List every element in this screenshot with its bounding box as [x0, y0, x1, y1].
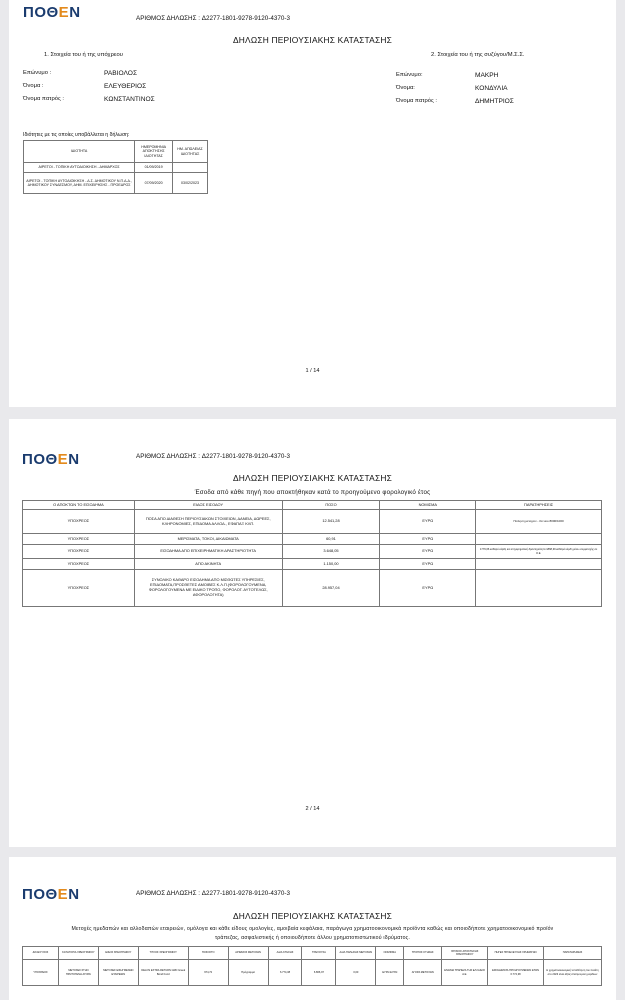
table-cell: ΜΕΤΟΧΕΣ ΕΙΣΗΓΜΕΝΩΝ ΕΤΑΙΡΕΙΩΝ	[98, 960, 138, 986]
document-page-2	[9, 419, 616, 847]
table-cell: 1.150,00	[282, 559, 380, 570]
page-title: ΔΗΛΩΣΗ ΠΕΡΙΟΥΣΙΑΚΗΣ ΚΑΤΑΣΤΑΣΗΣ	[233, 473, 392, 483]
table-cell: Η χρηματοοικονομική τοποθέτηση του πελάτη στο 2023 είναι αξίας αποτιμώμενη μεριδίων	[544, 960, 602, 986]
surname-value: ΡΑΒΙΟΛΟΣ	[104, 70, 138, 77]
capacities-table	[23, 140, 208, 194]
page-title: ΔΗΛΩΣΗ ΠΕΡΙΟΥΣΙΑΚΗΣ ΚΑΤΑΣΤΑΣΗΣ	[233, 35, 392, 45]
table-cell	[476, 559, 602, 570]
spouse-name-value: ΚΟΝΔΥΛΙΑ	[475, 85, 508, 92]
table-header-cell: ΠΟΣΟ	[282, 501, 380, 510]
table-header-cell: ΔΙΚΑΙΟΥΧΟΣ	[23, 947, 59, 960]
income-subtitle: Έσοδα από κάθε πηγή που αποκτήθηκαν κατά το προηγούμενο φορολογικό έτος	[194, 489, 431, 496]
table-cell: 07/09/2020	[135, 173, 173, 194]
table-cell: ΕΝΩΝΙΑ ΤΡΑΠΕΖΑ ΤΗΣ ΕΛΛΑΔΟΣ Α.Ε.	[442, 960, 488, 986]
table-header-cell: ΤΡΕΧΟΥΣΑ	[302, 947, 336, 960]
table-row	[23, 960, 602, 986]
table-header-cell: ΑΡΙΘΜΟΣ ΜΕΤΟΧΩΝ	[228, 947, 268, 960]
table-row	[23, 510, 602, 534]
table-cell: ΑΓΟΡΑ ΜΕΤΟΧΩΝ	[404, 960, 442, 986]
table-header-row	[23, 947, 602, 960]
table-cell: ΕΥΡΩ ΕΥΡΩ	[376, 960, 404, 986]
table-header-cell: ΠΟΣΟΣΤΟ	[188, 947, 228, 960]
table-header-cell: ΑΞΙΑ ΚΤΗΣΗΣ	[268, 947, 302, 960]
document-page-1	[9, 0, 616, 407]
table-cell: ΕΙΣΟΔΗΜΑΤΑ ΠΡΟΗΓΟΥΜΕΝΩΝ ΕΤΩΝ 6.774,38	[488, 960, 544, 986]
table-header-cell: ΙΔΙΟΤΗΤΑ	[24, 141, 135, 163]
table-cell: 01/09/2019	[135, 163, 173, 173]
table-cell: ΠΟΣΑ ΑΠΟ ΔΙΑΘΕΣΗ ΠΕΡΙΟΥΣΙΑΚΩΝ ΣΤΟΙΧΕΙΩΝ, ΔΑΝΕΙΑ, ΔΩΡΕΕΣ, ΚΛΗΡΟΝΟΜΙΕΣ, ΕΠΙΔΟΜΑ ΑΛΛΟΔ., ΕΦΑΠΑΞ ΚΛΠ.	[134, 510, 282, 534]
table-header-cell: ΠΑΡΑΤΗΡΗΣΕΙΣ	[476, 501, 602, 510]
table-header-cell: ΠΑΡΑΤΗΡΗΣΕΙΣ	[544, 947, 602, 960]
table-cell: ΥΠΟΧΡΕΟΣ	[23, 570, 135, 607]
table-row	[23, 570, 602, 607]
table-header-cell: ΤΡΟΠΟΣ ΚΤΗΣΗΣ	[404, 947, 442, 960]
table-header-cell: Ο ΑΠΟΚΤΩΝ ΤΟ ΕΙΣΟΔΗΜΑ	[23, 501, 135, 510]
table-cell: 03/02/2023	[173, 173, 208, 194]
table-cell: 6.866,97	[302, 960, 336, 986]
page-title: ΔΗΛΩΣΗ ΠΕΡΙΟΥΣΙΑΚΗΣ ΚΑΤΑΣΤΑΣΗΣ	[233, 911, 392, 921]
spouse-name-label: Όνομα:	[396, 85, 415, 91]
table-header-cell: ΗΜΕΡΟΜΗΝΙΑ ΑΠΟΚΤΗΣΗΣ ΙΔΙΟΤΗΤΑΣ	[135, 141, 173, 163]
table-cell: 3.648,05	[282, 545, 380, 559]
table-cell: Πώληση μετοχών - δα νειο 8000/1000	[476, 510, 602, 534]
table-cell: ΜΕΤΟΧΕΣ ΣΤΗΝ ΠΡΩΤΟΓΕΝΗ ΑΓΟΡΑ	[58, 960, 98, 986]
table-cell: 974,72	[188, 960, 228, 986]
securities-subtitle-line1: Μετοχές ημεδαπών και αλλοδαπών εταιρειών, ομόλογα και κάθε είδους ομολογίες, αμοιβαία κεφάλαια, παράγωγα χρηματοοικονομικά προϊόντα καθώς και οποιοδήποτε χρηματοοικονομικό προϊόν	[71, 926, 554, 932]
name-label: Όνομα :	[23, 83, 44, 89]
table-cell: 0,00	[336, 960, 376, 986]
table-header-cell: ΝΟΜΙΣΜΑ	[376, 947, 404, 960]
section-declarant-label: 1. Στοιχεία του ή της υπόχρεου	[44, 52, 123, 58]
table-cell: ΕΥΡΩ	[380, 570, 476, 607]
table-cell: ΜΕΡΙΣΜΑΤΑ, ΤΟΚΟΙ, ΔΙΚΑΙΩΜΑΤΑ	[134, 534, 282, 545]
table-cell: 1779,66 καθαρό κέρδη και επιχειρηματική δραστηριότητα 1868,39 καθαρό κέρδη μέσω συμμετοχής σε Ο.Ε.	[476, 545, 602, 559]
table-header-cell: ΕΙΔΟΣ ΧΡΕΟΓΡΑΦΟΥ	[98, 947, 138, 960]
declaration-number: ΑΡΙΘΜΟΣ ΔΗΛΩΣΗΣ : Δ2277-1801-9278-9120-4370-3	[136, 453, 290, 460]
table-cell	[476, 570, 602, 607]
pothen-logo: ΠΟΘΕΝ	[23, 4, 81, 21]
table-cell	[173, 163, 208, 173]
page-number: 1 / 14	[305, 368, 320, 374]
pothen-logo: ΠΟΘΕΝ	[22, 886, 80, 903]
securities-subtitle-line2: τράπεζας, ασφαλιστικής ή οποιουδήποτε άλλου χρηματοπιστωτικού ιδρύματος.	[214, 935, 411, 941]
table-cell: ΥΠΟΧΡΕΟΣ	[23, 510, 135, 534]
table-cell: ΥΠΟΧΡΕΟΣ	[23, 545, 135, 559]
table-cell: 28.957,04	[282, 570, 380, 607]
table-cell: 6.774,38	[268, 960, 302, 986]
table-header-cell: ΝΟΜΙΣΜΑ	[380, 501, 476, 510]
table-cell: ΕΥΡΩ	[380, 545, 476, 559]
father-name-label: Όνομα πατρός :	[23, 96, 65, 102]
section-spouse-label: 2. Στοιχεία του ή της συζύγου/Μ.Σ.Σ.	[431, 52, 525, 58]
table-cell: ΑΙΡΕΤΟΙ - ΤΟΠΙΚΗ ΑΥΤΟΔΙΟΙΚΗΣΗ - Δ.Σ. ΔΗΜΟΤΙΚΟΥ Ν.Π.Δ.Δ., ΔΗΜΟΤΙΚΟΥ ΣΥΝΔΕΣΜΟΥ, ΔΗΜ. ΕΠΙΧΕΙΡΗΣΗΣ - ΠΡΟΕΔΡΟΣ	[24, 173, 135, 194]
table-header-cell: ΠΗΓΕΣ ΠΡΟΕΛΕΥΣΗΣ ΧΡΗΜΑΤΩΝ	[488, 947, 544, 960]
table-header-cell: ΤΙΤΛΟΣ ΧΡΕΟΓΡΑΦΟΥ	[138, 947, 188, 960]
table-cell: ΕΥΡΩ	[380, 559, 476, 570]
table-row	[23, 559, 602, 570]
document-page-3	[9, 857, 616, 1000]
table-cell: ΑΙΡΕΤΟΙ - ΤΟΠΙΚΗ ΑΥΤΟΔΙΟΙΚΗΣΗ - ΔΗΜΑΡΧΟΣ	[24, 163, 135, 173]
pothen-logo: ΠΟΘΕΝ	[22, 451, 80, 468]
table-cell: ΥΠΟΧΡΕΟΣ	[23, 534, 135, 545]
table-cell: ΥΠΟΧΡΕΟΣ	[23, 960, 59, 986]
table-cell: ΕΙΣΟΔΗΜΑ ΑΠΟ ΕΠΙΧΕΙΡΗΜΑΤΙΚΗ ΔΡΑΣΤΗΡΙΟΤΗΤΑ	[134, 545, 282, 559]
surname-label: Επώνυμο :	[23, 70, 52, 76]
table-cell: ΕΥΡΩ	[380, 534, 476, 545]
table-cell: ΕΥΡΩ	[380, 510, 476, 534]
table-cell: ΣΥΝΟΛΙΚΟ ΚΑΘΑΡΟ ΕΙΣΟΔΗΜΑ ΑΠΟ ΜΙΣΘΩΤΕΣ ΥΠΗΡΕΣΙΕΣ, ΕΠΙΔΟΜΑΤΑ,ΠΡΟΣΘΕΤΕΣ ΑΜΟΙΒΕΣ Κ.Λ.Π.(ΦΟΡΟΛΟΓΟΥΜΕΝΑ, ΦΟΡΟΛΟΓΟΥΜΕΝΑ ΜΕ ΕΙΔΙΚΟ ΤΡΟΠΟ, ΦΟΡΟΛΟΓ. ΑΥΤΟΤΕΛΩΣ, ΑΦΟΡΟΛΟΓΗΤΑ)	[134, 570, 282, 607]
table-cell: DELOS EXTRA RETURN GRD Greek Bond Fund	[138, 960, 188, 986]
spouse-surname-label: Επώνυμο:	[396, 72, 423, 78]
table-header-row	[23, 501, 602, 510]
table-header-cell: ΗΜ. ΑΠΩΛΕΙΑΣ ΙΔΙΟΤΗΤΑΣ	[173, 141, 208, 163]
declaration-number: ΑΡΙΘΜΟΣ ΔΗΛΩΣΗΣ : Δ2277-1801-9278-9120-4370-3	[136, 890, 290, 897]
table-cell: Πρόγραμμα	[228, 960, 268, 986]
table-header-row	[24, 141, 208, 163]
securities-table	[22, 946, 602, 986]
table-header-cell: ΑΞΙΑ ΠΩΛΗΣΗΣ ΜΕΤΟΧΩΝ	[336, 947, 376, 960]
declaration-number: ΑΡΙΘΜΟΣ ΔΗΛΩΣΗΣ : Δ2277-1801-9278-9120-4370-3	[136, 15, 290, 22]
name-value: ΕΛΕΥΘΕΡΙΟΣ	[104, 83, 147, 90]
table-row	[24, 173, 208, 194]
table-header-cell: ΕΙΔΟΣ ΕΙΣΟΔΟΥ	[134, 501, 282, 510]
table-cell: 12.541,28	[282, 510, 380, 534]
income-table	[22, 500, 602, 607]
table-header-cell: ΚΑΤΗΓΟΡΙΑ ΧΡΕΟΓΡΑΦΟΥ	[58, 947, 98, 960]
table-cell: ΑΠΟ ΑΚΙΝΗΤΑ	[134, 559, 282, 570]
spouse-surname-value: ΜΑΚΡΗ	[475, 72, 499, 79]
table-row	[23, 534, 602, 545]
table-row	[23, 545, 602, 559]
spouse-father-name-label: Όνομα πατρός :	[396, 98, 438, 104]
table-cell	[476, 534, 602, 545]
spouse-father-name-value: ΔΗΜΗΤΡΙΟΣ	[475, 98, 514, 105]
table-cell: 60,91	[282, 534, 380, 545]
father-name-value: ΚΩΝΣΤΑΝΤΙΝΟΣ	[104, 96, 155, 103]
page-number: 2 / 14	[305, 806, 320, 812]
table-cell: ΥΠΟΧΡΕΟΣ	[23, 559, 135, 570]
table-row	[24, 163, 208, 173]
table-header-cell: ΧΡΟΝΟΣ ΑΠΟΚΤΗΣΗΣ ΧΡΕΟΓΡΑΦΟΥ	[442, 947, 488, 960]
capacities-label: Ιδιότητες με τις οποίες υποβάλλεται η δήλωση:	[23, 132, 130, 138]
